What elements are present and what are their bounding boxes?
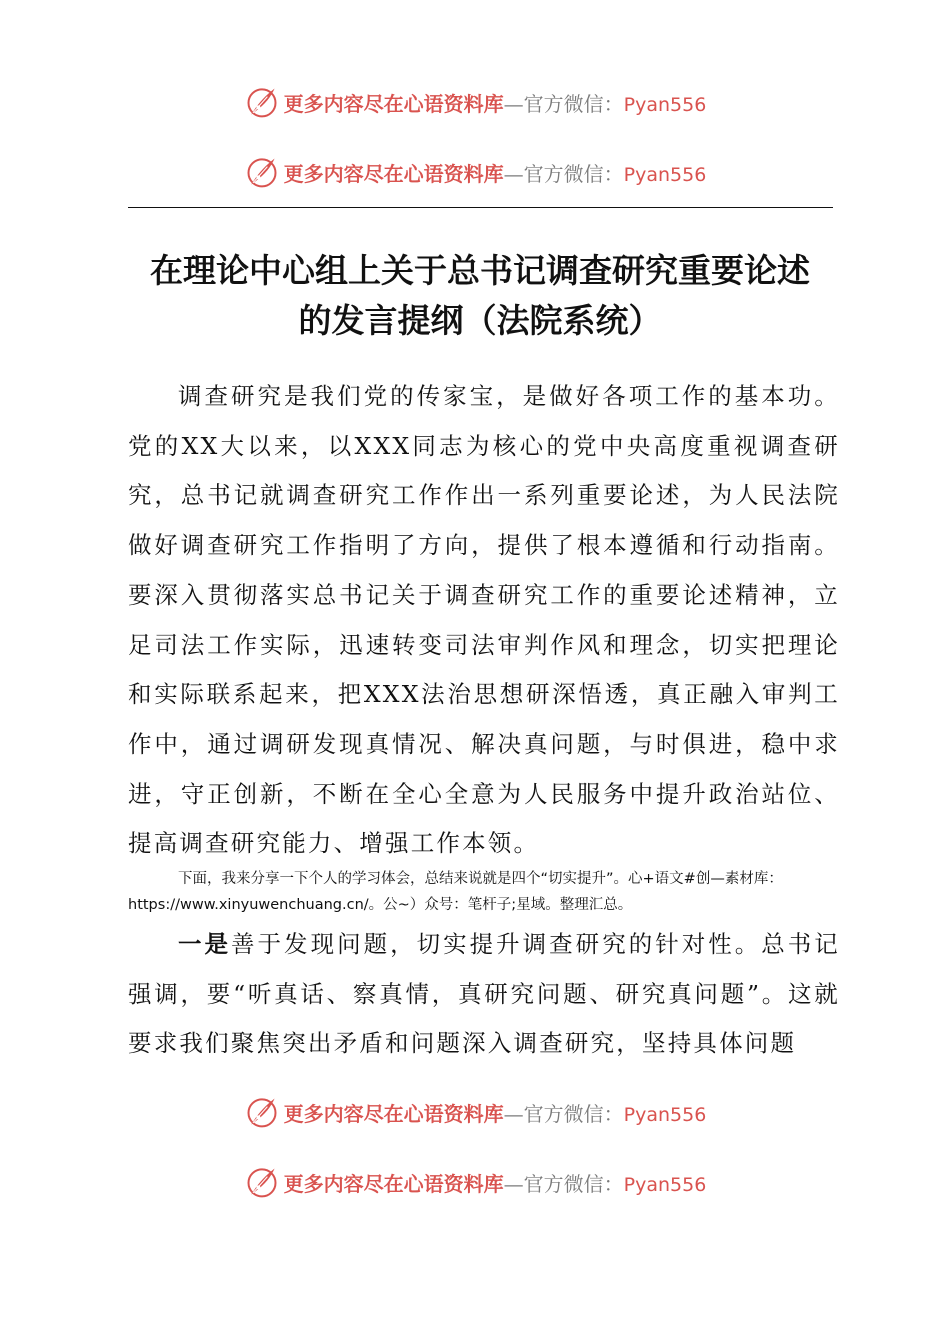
watermark-main-text: 更多内容尽在心语资料库 <box>283 91 504 116</box>
watermark-content <box>244 1164 707 1200</box>
paragraph-intro: 调查研究是我们党的传家宝，是做好各项工作的基本功。党的XX大以来，以XXX同志为核心的党中央高度重视调查研究，总书记就调查研究工作作出一系列重要论述，为人民法院做好调查研究工作指明了方向，提供了根本遵循和行动指南。要深入贯彻落实总书记关于调查研究工作的重要论述精神，立足司法工作实际，迅速转变司法审判作风和理念，切实把理论和实际联系起来，把XXX法治思想研深悟透，真正融入审判工作中，通过调研发现真情况、解决真问题，与时俱进，稳中求进，守正创新，不断在全心全意为人民服务中提升政治站位、提高调查研究能力、增强工作本领。 <box>128 382 840 858</box>
quill-pen-seal-icon <box>244 1094 280 1130</box>
watermark-dash-text: —官方微信： <box>503 1101 624 1126</box>
watermark-content <box>244 154 707 190</box>
watermark-content <box>244 84 707 120</box>
watermark-main-text: 更多内容尽在心语资料库 <box>283 1101 504 1126</box>
title-line-2: 的发言提纲（法院系统） <box>298 301 662 340</box>
watermark-banner-bottom-1 <box>0 1090 950 1134</box>
watermark-content <box>244 1094 707 1130</box>
title-line-1: 在理论中心组上关于总书记调查研究重要论述 <box>150 251 810 290</box>
document-title <box>110 246 850 346</box>
quill-pen-seal-icon <box>244 84 280 120</box>
watermark-dash-text: —官方微信： <box>503 161 624 186</box>
watermark-id-text: Pyan556 <box>623 1103 707 1126</box>
source-note: 下面，我来分享一下个人的学习体会，总结来说就是四个“切实提升”。心+语文#创—素材库：https://www.xinyuwenchuang.cn/。公~）众号：笔杆子;星域。整理汇总。 <box>128 871 783 913</box>
watermark-banner-bottom-2 <box>0 1160 950 1204</box>
watermark-banner-top-1 <box>0 80 950 124</box>
watermark-dash-text: —官方微信： <box>503 1171 624 1196</box>
watermark-id-text: Pyan556 <box>623 1173 707 1196</box>
point-lead: 一是 <box>178 930 232 958</box>
watermark-id-text: Pyan556 <box>623 163 707 186</box>
watermark-id-text: Pyan556 <box>623 93 707 116</box>
quill-pen-seal-icon <box>244 154 280 190</box>
watermark-text <box>284 1168 707 1197</box>
watermark-banner-top-2 <box>0 150 950 194</box>
watermark-main-text: 更多内容尽在心语资料库 <box>283 1171 504 1196</box>
watermark-text <box>284 158 707 187</box>
point-body: 善于发现问题，切实提升调查研究的针对性。总书记强调，要“听真话、察真情，真研究问题、研究真问题”。这就要求我们聚焦突出矛盾和问题深入调查研究，坚持具体问题 <box>128 930 840 1058</box>
watermark-text <box>284 88 707 117</box>
watermark-main-text: 更多内容尽在心语资料库 <box>283 161 504 186</box>
quill-pen-seal-icon <box>244 1164 280 1200</box>
watermark-text <box>284 1098 707 1127</box>
header-divider <box>128 207 833 208</box>
watermark-dash-text: —官方微信： <box>503 91 624 116</box>
paragraph-point-one <box>128 920 840 1069</box>
